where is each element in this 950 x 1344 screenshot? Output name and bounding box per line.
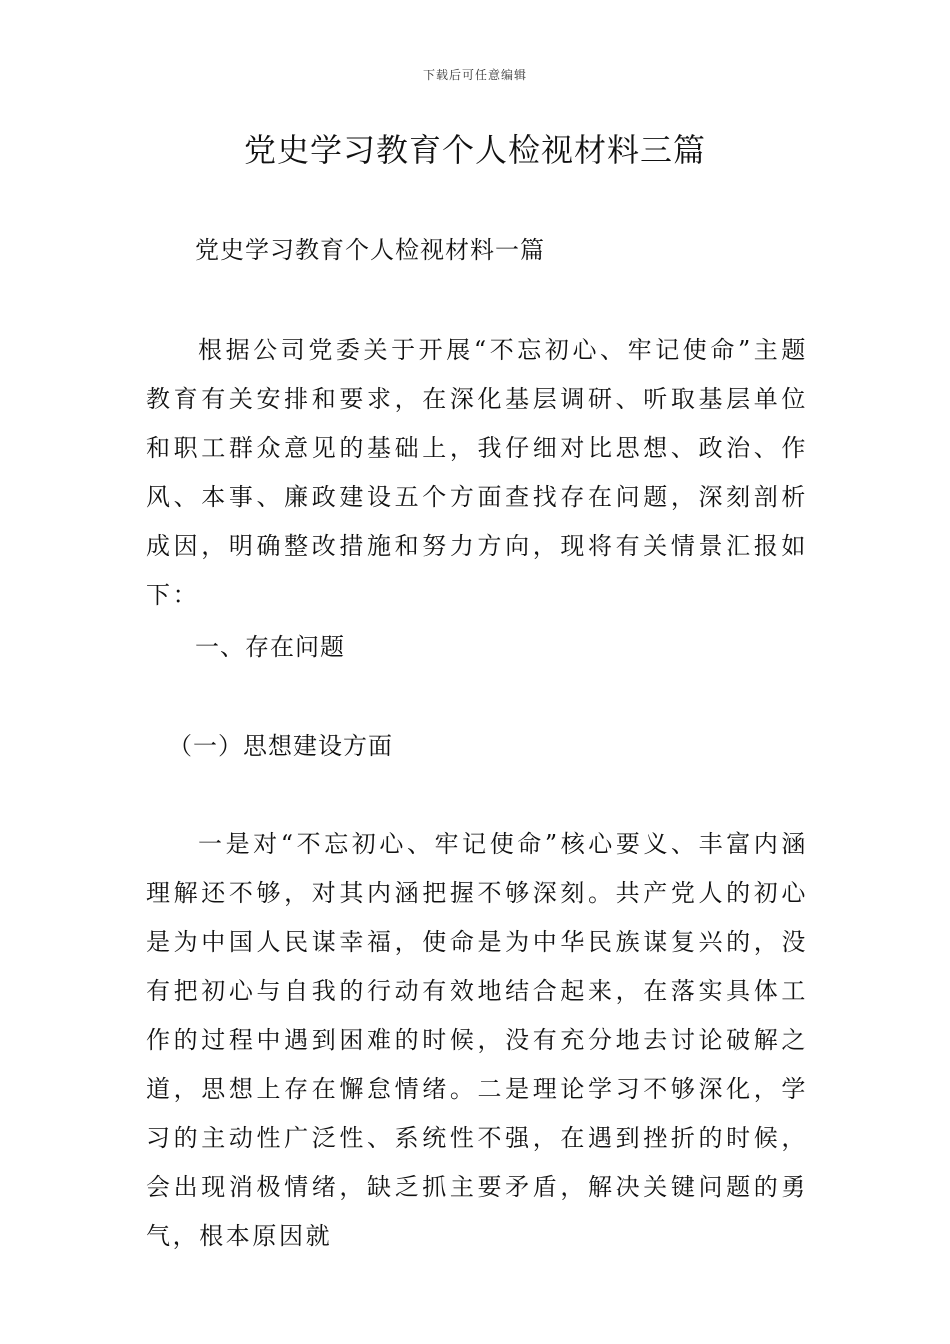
body-paragraph: 一是对“不忘初心、牢记使命”核心要义、丰富内涵理解还不够，对其内涵把握不够深刻。共产党人的初心是为中国人民谋幸福，使命是为中华民族谋复兴的，没有把初心与自我的行动有效地结合起来，在落实具体工作的过程中遇到困难的时候，没有充分地去讨论破解之道，思想上存在懈怠情绪。二是理论学习不够深化，学习的主动性广泛性、系统性不强，在遇到挫折的时候，会出现消极情绪，缺乏抓主要矛盾，解决关键问题的勇气，根本原因就 xyxy=(146,830,808,1250)
subsection-heading: （一）思想建设方面 xyxy=(168,732,393,760)
section-heading: 一、存在问题 xyxy=(195,633,345,661)
document-subtitle: 党史学习教育个人检视材料一篇 xyxy=(195,236,545,264)
intro-paragraph: 根据公司党委关于开展“不忘初心、牢记使命”主题教育有关安排和要求，在深化基层调研、听取基层单位和职工群众意见的基础上，我仔细对比思想、政治、作风、本事、廉政建设五个方面查找存在问题，深刻剖析成因，明确整改措施和努力方向，现将有关情景汇报如下： xyxy=(146,336,808,609)
document-title: 党史学习教育个人检视材料三篇 xyxy=(243,131,706,169)
header-note: 下载后可任意编辑 xyxy=(422,68,527,82)
